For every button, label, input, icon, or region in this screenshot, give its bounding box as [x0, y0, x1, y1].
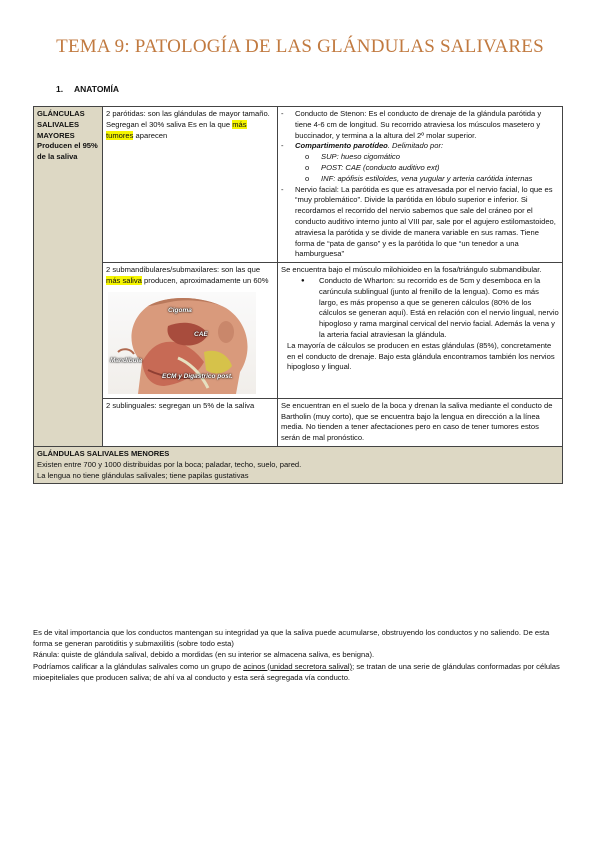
note-paragraph: Ránula: quiste de glándula salival, debido a mordidas (en su interior se almacena saliva, es benigna). [33, 650, 375, 660]
note-paragraph [33, 661, 568, 683]
compartimento-title: Compartimento parotídeo [295, 141, 388, 151]
note-paragraph: Es de vital importancia que los conductos mantengan su integridad ya que la saliva puede acumularse, obstruyendo los conductos y no saliendo. De esta forma se generan parotiditis y submaxilitis (sobre todo esta) [33, 628, 550, 649]
submandibulares-intro: Se encuentra bajo el músculo milohioideo en la fosa/triángulo submandibular. [281, 265, 542, 275]
sublinguales-desc-cell: 2 sublinguales: segregan un 5% de la saliva [103, 398, 278, 446]
wharton-item: ● Conducto de Wharton: su recorrido es de 5cm y desemboca en la carúncula sublingual (junto al frenillo de la lengua). Como es más largo, es más propenso a que se generen cálculos (80% de los cálculos se generan aquí). Está en relación con el nervio lingual, nervio hipogloso y rama marginal cervical del nervio facial. Además la vena y la arteria facial atraviesan la glándula. [295, 276, 559, 341]
submandibulares-desc-end: producen, aproximadamente un 60% [141, 275, 269, 285]
limit-item: o INF: apófisis estiloides, vena yugular y arteria carótida internas [281, 174, 559, 185]
note-text: Podríamos calificar a la glándulas salivales como un grupo de [33, 661, 244, 671]
figure-label: CAE [194, 330, 208, 338]
section-heading [56, 84, 119, 94]
page-title: TEMA 9: PATOLOGÍA DE LAS GLÁNDULAS SALIVARES [56, 36, 544, 57]
stenon-item: - Conducto de Stenon: Es el conducto de drenaje de la glándula parótida y tiene 4-6 cm de longitud. Su recorrido atraviesa los músculos masetero y buccinador, y termina a la altura del 2º molar superior. [281, 109, 559, 141]
limit-item: o SUP: hueso cigomático [281, 152, 559, 163]
table-row [34, 107, 563, 263]
underlined-text: acinos (unidad secretora salival) [243, 661, 353, 671]
menores-cell [34, 446, 563, 483]
anatomy-illustration [108, 292, 256, 394]
menores-title: GLÁNDULAS SALIVALES MENORES [37, 448, 170, 458]
menores-line: La lengua no tiene glándulas salivales; tiene papilas gustativas [37, 470, 249, 480]
figure-label: ECM y Digastrico post. [162, 372, 233, 380]
highlight-text: más saliva [106, 275, 142, 285]
mayores-label: GLÁNCULAS SALIVALES MAYORES [37, 109, 85, 140]
compartimento-item [281, 141, 559, 152]
submandibulares-desc-cell [103, 263, 278, 399]
parotidas-desc-cell [103, 107, 278, 263]
parotidas-desc-end: aparecen [133, 130, 168, 140]
notes-block [33, 627, 568, 683]
mayores-sub: Producen el 95% de la saliva [37, 141, 98, 162]
submandibulares-desc: 2 submandibulares/submaxilares: son las que [106, 265, 261, 275]
parotidas-desc: 2 parótidas: son las glándulas de mayor tamaño. Segregan el 30% saliva Es en la que [106, 109, 270, 129]
mayores-cell [34, 107, 103, 447]
table-row [34, 263, 563, 399]
compartimento-rest: . Delimitado por: [387, 141, 444, 151]
table-row [34, 398, 563, 446]
nervio-item: - Nervio facial: La parótida es que es atravesada por el nervio facial, lo que es “muy problemático”. Divide la parótida en lóbulo superior e inferior. Si recordamos el recorrido del nervio sabemos que sale del cráneo por el conducto auditivo interno junto al VIII par, sale por el agujero estilomastoideo, atraviesa la parótida y se divide de manera variable en sus ramas. Tiene forma de “pata de ganso” y es la parótida lo que “un tenedor a una hamburguesa” [281, 185, 559, 261]
table-row [34, 446, 563, 483]
submandibulares-detail-cell [278, 263, 563, 399]
calculos-text: La mayoría de cálculos se producen en estas glándulas (85%), concretamente en el conducto de drenaje. Bajo esta glándula encontramos también los nervios hipogloso y lingual. [287, 340, 555, 372]
highlight-text: más tumores [106, 119, 247, 140]
note-text: ; se tratan de una serie de glándulas conformadas por células mioepiteliales que producen saliva; de ahí va al conducto y esta será segregada vía conducto. [33, 661, 560, 682]
menores-line: Existen entre 700 y 1000 distribuidas por la boca; paladar, techo, suelo, pared. [37, 459, 302, 469]
sublinguales-detail-cell: Se encuentran en el suelo de la boca y drenan la saliva mediante el conducto de Bartholin (muy corto), que se encuentra bajo la lengua en dirección a la línea media. No tienden a tener afectaciones pero en caso de tener tumores estos serán de mal pronóstico. [278, 398, 563, 446]
anatomy-table [33, 106, 563, 484]
section-label: ANATOMÍA [74, 84, 120, 94]
section-number: 1. [56, 84, 64, 94]
parotidas-detail-cell [278, 107, 563, 263]
limit-item: o POST: CAE (conducto auditivo ext) [281, 163, 559, 174]
figure-label: Cigoma [168, 306, 192, 314]
figure-label: Mandíbula [110, 356, 143, 364]
